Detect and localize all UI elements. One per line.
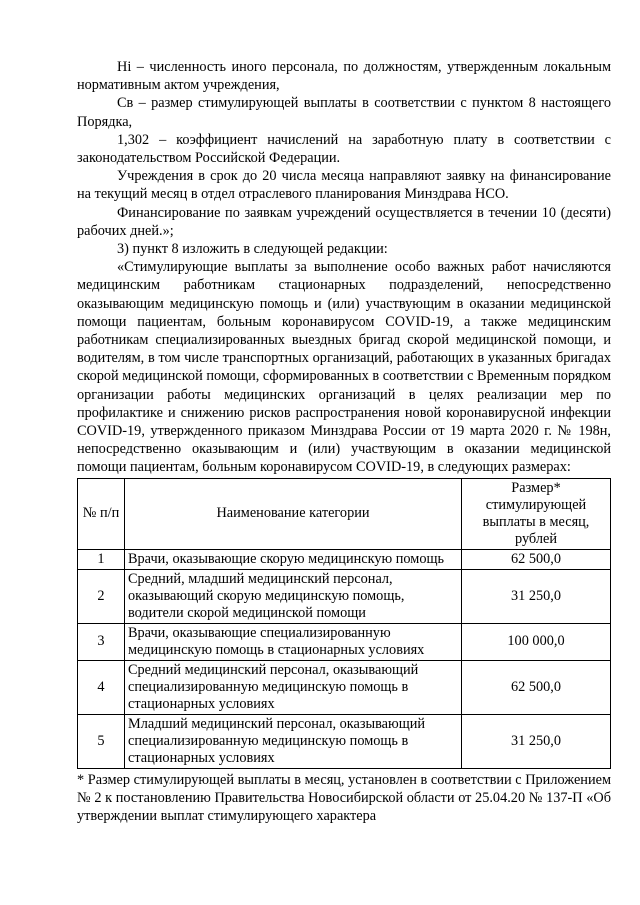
row-num: 2 [78, 569, 125, 623]
row-num: 4 [78, 660, 125, 714]
table-header-row [78, 478, 611, 549]
paragraph: Учреждения в срок до 20 числа месяца направляют заявку на финансирование на текущий месяц в отдел отраслевого планирования Минздрава НСО. [77, 168, 611, 203]
footnote: * Размер стимулирующей выплаты в месяц, установлен в соответствии с Приложением № 2 к постановлению Правительства Новосибирской области от 25.04.20 № 137-П «Об утверждении выплат стимулирующего характера [77, 771, 611, 825]
row-value: 31 250,0 [462, 714, 611, 768]
row-name: Средний, младший медицинский персонал, оказывающий скорую медицинскую помощь, водители скорой медицинской помощи [125, 569, 462, 623]
row-num: 5 [78, 714, 125, 768]
header-name: Наименование категории [125, 478, 462, 549]
paragraph: Hi – численность иного персонала, по должностям, утвержденным локальным нормативным актом учреждения, [77, 59, 611, 94]
table-row [78, 623, 611, 660]
paragraph: Финансирование по заявкам учреждений осуществляется в течении 10 (десяти) рабочих дней.»; [77, 204, 611, 239]
category-payment-table [77, 478, 611, 769]
table-row [78, 660, 611, 714]
paragraph: Св – размер стимулирующей выплаты в соответствии с пунктом 8 настоящего Порядка, [77, 95, 611, 130]
paragraph: 3) пункт 8 изложить в следующей редакции: [117, 241, 388, 258]
row-name: Младший медицинский персонал, оказывающий специализированную медицинскую помощь в стационарных условиях [125, 714, 462, 768]
header-num: № п/п [78, 478, 125, 549]
row-name: Врачи, оказывающие скорую медицинскую помощь [125, 549, 462, 569]
header-value: Размер* стимулирующей выплаты в месяц, рублей [462, 478, 611, 549]
table-row [78, 714, 611, 768]
row-value: 100 000,0 [462, 623, 611, 660]
row-num: 1 [78, 549, 125, 569]
row-name: Врачи, оказывающие специализированную медицинскую помощь в стационарных условиях [125, 623, 462, 660]
row-name: Средний медицинский персонал, оказывающий специализированную медицинскую помощь в стационарных условиях [125, 660, 462, 714]
table-row [78, 549, 611, 569]
table-row [78, 569, 611, 623]
document-page [77, 58, 611, 825]
row-num: 3 [78, 623, 125, 660]
paragraph: 1,302 – коэффициент начислений на заработную плату в соответствии с законодательством Российской Федерации. [77, 131, 611, 167]
row-value: 31 250,0 [462, 569, 611, 623]
paragraph: «Стимулирующие выплаты за выполнение особо важных работ начисляются медицинским работникам стационарных подразделений, непосредственно оказывающим медицинскую помощь и (или) участвующим в оказании медицинской помощи пациентам, больным коронавирусом COVID-19, а также медицинским работникам специализированных выездных бригад скорой медицинской помощи, и водителям, в том числе транспортных организаций, работающих в указанных бригадах скорой медицинской помощи, сформированных в соответствии с Временным порядком организации работы медицинских организаций в целях реализации мер по профилактике и снижению рисков распространения новой коронавирусной инфекции COVID-19, утвержденного приказом Минздрава России от 19 марта 2020 г. № 198н, непосредственно оказывающим и (или) участвующим в оказании медицинской помощи пациентам, больным коронавирусом COVID-19, в следующих размерах: [77, 259, 611, 476]
row-value: 62 500,0 [462, 660, 611, 714]
row-value: 62 500,0 [462, 549, 611, 569]
